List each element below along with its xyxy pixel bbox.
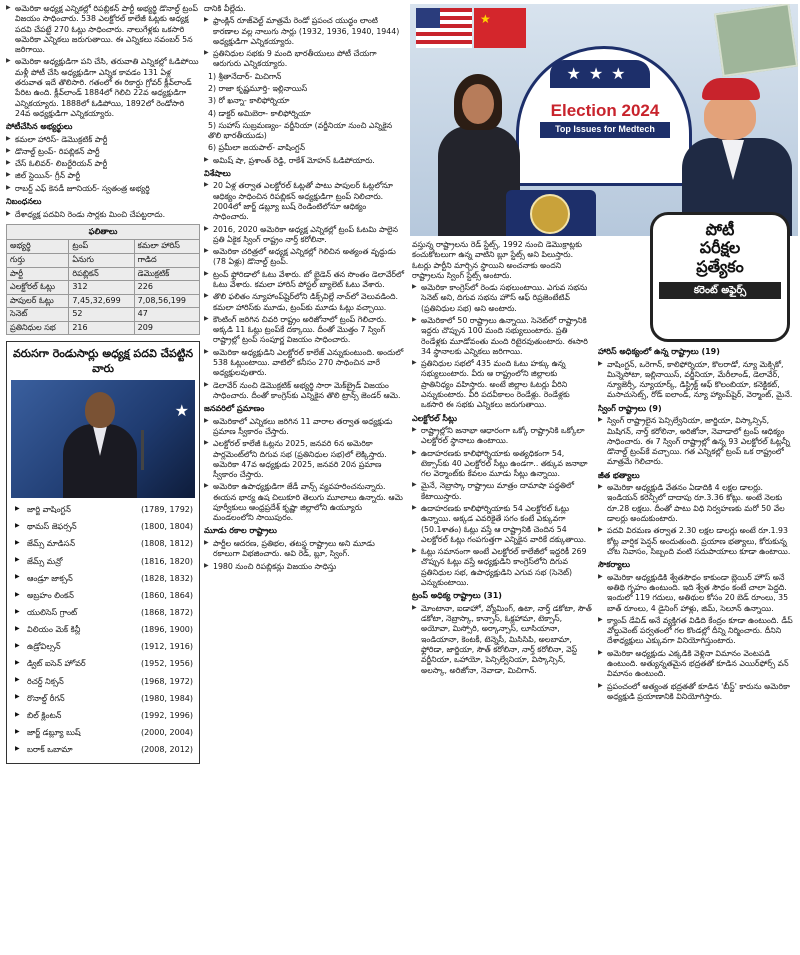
star-icon: ★★★ (550, 60, 650, 88)
badge-line-1: పోటీ (705, 220, 735, 239)
table-row (7, 321, 200, 335)
president-name: ▶ విలియం మెక్ కిన్లీ (27, 625, 81, 635)
badge-bar: కరెంట్ అఫైర్స్ (659, 282, 781, 299)
list-item (7, 553, 199, 570)
special-item: ▶ డెలావేర్ నుంచి డెమొక్రటిక్ అభ్యర్థి సారా మెక్‌బ్రైడ్ విజయం సాధించారు. దీంతో కాంగ్రెస్‌కు ఎన్నికైన తొలి ట్రాన్స్ జెండర్ ఆమె. (204, 381, 404, 402)
swing-states-text: ▶ స్వింగ్ రాష్ట్రాలైన పెన్సిల్వేనియా, జార్జియా, విస్కాన్సిన్, మిషిగన్, నార్త్ కరోలినా, అరిజోనా, నెవాడాలో ట్రంప్ ఆధిక్యం సాధించారు. ఈ 7 స్వింగ్ రాష్ట్రాల్లో ఉన్న 93 ఎలక్టోరల్ ఓట్లన్నీ డొనాల్డ్ ట్రంప్‌కే వచ్చాయి. గత ఎన్నికల్లో ట్రంప్ ఒక రాష్ట్రంలో మాత్రమే గెలిచారు. (598, 416, 794, 467)
column-1 (6, 4, 200, 764)
special-item: ▶ తొలి ఫలితం న్యూహాంప్‌షైర్‌లోని డిక్స్‌విల్లే నాచ్‌లో వెలువడింది. కమలా హారిస్‌కు మూడు, ట్రంప్‌కు మూడు ఓట్లు వచ్చాయి. (204, 292, 404, 313)
list-item (7, 708, 199, 725)
table-cell: సెనెట్ (7, 308, 69, 322)
president-name: ▶ థామస్ జెఫర్సన్ (27, 522, 77, 532)
state-types-item: ▶ 1980 నుంచి రిపబ్లికన్లు విజయం సాధిస్తు (204, 562, 404, 572)
seats-item: ▶ రాష్ట్రాల్లోని జనాభా ఆధారంగా ఒక్కో రాష్ట్రానికి ఒక్కోలా ఎలక్టోరల్ స్థానాలు ఉంటాయి. (412, 426, 592, 447)
harris-states-list: ▶ వాషింగ్టన్, ఒరెగాన్, కాలిఫోర్నియా, కొలరాడో, న్యూ మెక్సికో, మిన్నెసోటా, ఇల్లినాయిస్, వర్జీనియా, మేరీలాండ్, డెలావేర్, న్యూజెర్సీ, న్యూయార్క్, డిస్ట్రిక్ట్ ఆఫ్ కొలంబియా, కనెక్టికట్, మసాచుసెట్స్, రోడ్ ఐలాండ్, న్యూ హ్యాంప్‌షైర్, వెర్మాంట్, మైనే. (598, 360, 794, 401)
table-cell: పాపులర్ ఓట్లు (7, 294, 69, 308)
president-terms: (2008, 2012) (140, 745, 193, 755)
intro-paragraph-1: ▶ అమెరికా అధ్యక్ష ఎన్నికల్లో రిపబ్లికన్ పార్టీ అభ్యర్థి డొనాల్డ్ ట్రంప్ విజయం సాధించారు. 538 ఎలక్టోరల్ కాలేజీ ఓట్లకు అధ్యక్ష పదవి చేపట్టే 270 ఓట్లు సాధించారు. నాలుగేళ్లకు ఒకసారి అమెరికా ఎన్నికలు జరుగుతాయి. ఈ ఎన్నికలు నవంబర్ 5న జరిగాయి. (6, 4, 200, 55)
table-cell: 7,08,56,199 (134, 294, 199, 308)
special-item: ▶ అమెరికా చరిత్రలో అధ్యక్ష ఎన్నికల్లో గెలిచిన అత్యంత వృద్ధుడు (78 ఏళ్లు) డొనాల్డ్ ట్రంప్. (204, 247, 404, 268)
list-item (7, 656, 199, 673)
facilities-item: ▶ క్యాంప్ డేవిడ్ అనే వ్యక్తిగత విడిది కేంద్రం కూడా ఉంటుంది. డీప్ వోల్డువెంట్ పర్వతంలో గల కొండల్లో దీన్ని నిర్మించారు. దీనిని దేశాధ్యక్షులు ఎక్కువగా వినియోగిస్తుంటారు. (598, 616, 794, 647)
presidential-seal-icon (530, 194, 570, 234)
table-cell: కమలా హారిస్ (134, 240, 199, 254)
table-row (7, 267, 200, 281)
president-name: ▶ జార్జి వాషింగ్టన్ (27, 505, 71, 515)
table-cell: 209 (134, 321, 199, 335)
table-cell: 7,45,32,699 (69, 294, 134, 308)
list-item (7, 519, 199, 536)
list-item (7, 725, 199, 742)
election-hero-image (410, 4, 798, 236)
contestants-heading: పోటీచేసిన అభ్యర్థులు (6, 122, 73, 132)
special-item: ▶ ట్రంప్ ఫ్లోరిడాలో ఓటు వేశారు. బో బైడెన్ తన సొంతం డెలావేర్‌లో ఓటు వేశారు. కమలా హారిస్ పోస్టల్ బ్యాలెట్ ఓటు వేశారు. (204, 270, 404, 291)
column-4 (598, 344, 794, 704)
badge-line-3: ప్రత్యేకం (696, 256, 744, 276)
president-name: ▶ రొనాల్డ్ రీగన్ (27, 693, 65, 703)
president-name: ▶ జేమ్స్ మాడిసన్ (27, 539, 75, 549)
president-name: ▶ డ్విట్ ఐసెన్ హోవర్ (27, 659, 86, 669)
president-terms: (1912, 1916) (140, 642, 193, 652)
president-name: ▶ బిల్ క్లింటన్ (27, 710, 62, 720)
star-icon: ★ (174, 400, 189, 420)
special-item: ▶ కౌంటింగ్ జరిగిన చివరి రాష్ట్రం అరిజోనాలో ట్రంప్ గెలిచారు. అక్కడి 11 ఓట్లు ట్రంప్‌కే దక్కాయి. దీంతో మొత్తం 7 స్వింగ్ రాష్ట్రాల్లో ట్రంప్ సంపూర్ణ విజయం సాధించారు. (204, 315, 404, 346)
us-flag-icon (416, 8, 472, 48)
contestant-item: ▶ డొనాల్డ్ ట్రంప్- రిపబ్లికన్ పార్టీ (6, 147, 200, 157)
condition-item: ▶ దేశాధ్యక్ష పదవిని రెండు సార్లకు మించి చేపట్టరాదు. (6, 210, 200, 220)
list-item (7, 673, 199, 690)
column-3 (412, 240, 592, 678)
list-item (7, 536, 199, 553)
facilities-item: ▶ అమెరికా అధ్యక్షుడు ఎక్కడికి వెళ్లినా విమానం వెంటపడి ఉంటుంది. అత్యున్నతమైన భద్రతతో కూడిన ఎయిర్‌ఫోర్స్ వన్ విమానం ఉంటుంది. (598, 649, 794, 680)
president-name: ▶ జేమ్స్ మన్రో (27, 556, 63, 566)
president-terms: (1868, 1872) (140, 607, 193, 617)
president-name: ▶ బరాక్ ఒబామా (27, 745, 73, 755)
president-name: ▶ జార్జ్ డబ్ల్యూ బుష్ (27, 727, 81, 737)
paragraph: ▶ అమిష్ షా, ప్రశాంత్ రెడ్డి, రాకేశ్ మోహన్ ఓడిపోయారు. (204, 156, 404, 166)
president-terms: (1828, 1832) (140, 573, 193, 583)
salary-heading: జీత భత్యాలు (598, 470, 640, 480)
results-table (6, 224, 200, 335)
indian-item: 1) శ్రీ‌తానేదార్- మిచిగాన్ (208, 71, 282, 81)
oath-heading: జనవరిలో ప్రమాణం (204, 404, 265, 414)
table-cell: ప్రతినిధుల సభ (7, 321, 69, 335)
table-cell: 216 (69, 321, 134, 335)
column-2 (204, 4, 404, 574)
president-name: ▶ ఉడ్రోవిల్సన్ (27, 642, 61, 652)
president-terms: (2000, 2004) (140, 727, 193, 737)
conditions-heading: నిబంధనలు (6, 197, 42, 207)
facilities-item: ▶ అమెరికా అధ్యక్షుడికి శ్వేతసౌధం కాకుండా బ్లెయిర్ హౌస్ అనే అతిథి గృహం ఉంటుంది. ఇది శ్వేత సౌధం కంటే చాలా పెద్దది. ఇందులో 119 గదులు, అతిథుల కోసం 20 బెడ్ రూంలు, 35 బాత్ రూంలు, 4 డైనింగ్ హాళ్లు, జిమ్, సెలూన్ ఉన్నాయి. (598, 573, 794, 614)
state-types-item: ▶ పార్టీల ఆదరణ, ప్రతిభల, తటస్థ రాష్ట్రాలు అని మూడు రకాలుగా విభజించారు. అవి రెడ్, బ్లూ, స్వింగ్. (204, 539, 404, 560)
intro-paragraph-2: ▶ అమెరికా అధ్యక్షుడిగా పని చేసి, తరువాతి ఎన్నికల్లో ఓడిపోయి మళ్లీ పోటీ చేసి అధ్యక్షుడిగా ఎన్నిక కావడం 131 ఏళ్ల తరువాత ఇదే తొలిసారి. గతంలో ఈ రికార్డు గ్రోవర్ క్లీవ్‌లాండ్ పేరిట ఉంది. క్లీవ్‌లాండ్ 1884లో గెలిచి 22వ అధ్యక్షుడిగా ఎన్నికయ్యారు. 1888లో ఓడిపోయి, 1892లో రెండోసారి 24వ అధ్యక్షుడిగా ఎన్నికయ్యారు. (6, 57, 200, 119)
list-item (7, 639, 199, 656)
salary-item: ▶ అమెరికా అధ్యక్షుడి వేతనం ఏడాదికి 4 లక్షల డాలర్లు. ఇండియన్ కరెన్సీలో దాదాపు రూ.3.36 కోట్లు. అంటే నెలకు రూ.28 లక్షలు. దీంతో పాటు విధి నిర్వహణకు మరో 50 వేల డాలర్లు అందుకుంటారు. (598, 483, 794, 524)
twice-presidents-box (6, 341, 200, 764)
president-terms: (1816, 1820) (140, 556, 193, 566)
paragraph: వస్తున్న రాష్ట్రాలను రెడ్ స్టేట్స్, 1992 నుంచి డెమొక్రాట్లకు కంచుకోటలుగా ఉన్న వాటిని బ్లూ స్టేట్స్ అని పిలుస్తారు. ఓటర్లు పార్టీని మార్చిన స్థాయిని అంచనాకు అందని రాష్ట్రాలను స్వింగ్ స్టేట్స్ అంటారు. (412, 240, 582, 280)
seats-item: ▶ ఓట్లు సమానంగా అంటే ఎలక్టోరల్ కాలేజీలో ఇద్దరికీ 269 చొప్పున ఓట్లు వస్తే అధ్యక్షుడిని కాంగ్రెస్‌లోని దిగువ ప్రతినిధుల సభ, ఉపాధ్యక్షుడిని ఎగువ సభ (సెనెట్) ఎన్నుకుంటాయి. (412, 547, 592, 588)
table-cell: గుర్తు (7, 253, 69, 267)
president-name: ▶ ఆండ్రూ జాక్సన్ (27, 573, 73, 583)
special-item: ▶ 2016, 2020 అమెరికా అధ్యక్ష ఎన్నికల్లో ట్రంప్ ఓటమి పాలైన ప్రతి ఏకైక స్వింగ్ రాష్ట్రం నార్త్ కరోలినా. (204, 225, 404, 246)
twice-presidents-title: వరుసగా రెండుసార్లు అధ్యక్ష పదవి చేపట్టిన వారు (12, 347, 194, 375)
table-cell: అభ్యర్థి (7, 240, 69, 254)
list-item (7, 605, 199, 622)
table-cell: పార్టీ (7, 267, 69, 281)
state-types-heading: మూడు రకాల రాష్ట్రాలు (204, 526, 277, 536)
list-item (7, 588, 199, 605)
congress-item: ▶ అమెరికా కాంగ్రెస్‌లో రెండు సభలుంటాయి. ఎగువ సభను సెనెట్ అని, దిగువ సభను హౌస్ ఆఫ్ రిప్రజెంటేటివ్ (ప్రతినిధుల సభ) అని అంటారు. (412, 283, 592, 314)
paragraph: ▶ ఫ్రాంక్లిన్ రూజ్‌వెల్ట్ మాత్రమే రెండో ప్రపంచ యుద్ధం లాంటి కారణాల వల్ల నాలుగు సార్లు (1932, 1936, 1940, 1944) అధ్యక్షుడిగా ఎన్నికయ్యారు. (204, 16, 404, 47)
swing-states-heading: స్వింగ్ రాష్ట్రాలు (9) (598, 403, 662, 413)
table-row (7, 253, 200, 267)
president-terms: (1789, 1792) (140, 505, 193, 515)
table-cell: 226 (134, 281, 199, 295)
facilities-item: ▶ ప్రపంచంలో అత్యంత భద్రతతో కూడిన 'బీస్ట్' కారును అమెరికా అధ్యక్షుడి ప్రయాణానికి వినియోగిస్తారు. (598, 682, 794, 703)
table-row (7, 240, 200, 254)
china-flag-icon: ★ (474, 8, 526, 48)
paragraph: ▶ ప్రతినిధుల సభకు 9 మంది భారతీయులు పోటీ చేయగా ఆరుగురు ఎన్నికయ్యారు. (204, 49, 404, 70)
harris-states-heading: హారిస్ అధిక్యంలో ఉన్న రాష్ట్రాలు (19) (598, 347, 720, 356)
contestant-item: ▶ రాబర్ట్ ఎఫ్ కెనడీ జూనియర్- స్వతంత్ర అభ్యర్థి (6, 184, 200, 194)
president-terms: (1800, 1804) (140, 522, 193, 532)
list-item (7, 622, 199, 639)
table-cell: 312 (69, 281, 134, 295)
list-item (7, 502, 199, 519)
facilities-heading: సౌకర్యాలు (598, 560, 630, 570)
president-terms: (1860, 1864) (140, 590, 193, 600)
badge-line-2: పరీక్షల (699, 238, 741, 258)
seats-heading: ఎలక్టోరల్ సీట్లు (412, 413, 457, 423)
obama-photo (11, 380, 195, 498)
indian-item: 3) రో ఖన్నా- కాలిఫోర్నియా (208, 96, 290, 106)
list-item (7, 570, 199, 587)
presidents-list (7, 502, 199, 759)
president-terms: (1808, 1812) (140, 539, 193, 549)
table-cell: ఏనుగు (69, 253, 134, 267)
special-item: ▶ అమెరికా అధ్యక్షుడిని ఎలక్టోరల్ కాలేజ్ ఎన్నుకుంటుంది. అందులో 538 ఓట్లుంటాయి. వాటిలో కనీసం 270 సాధించిన వారే అధ్యక్షులవుతారు. (204, 348, 404, 379)
seats-item: ▶ ఉదాహరణకు కాలిఫోర్నియాకు అత్యధికంగా 54, టెక్సాస్‌కు 40 ఎలక్టోరల్ సీట్లు ఉండగా.. తక్కువ జనాభా గల వెర్మాంట్‌కు కేవలం మూడు సీట్లు ఉన్నాయి. (412, 449, 592, 480)
table-cell: రిపబ్లికన్ (69, 267, 134, 281)
table-cell: ట్రంప్ (69, 240, 134, 254)
election-title: Election 2024 (550, 101, 660, 120)
money-icon (714, 4, 798, 77)
oath-item: ▶ ఎలక్టోరల్ కాలేజీ ఓట్లను 2025, జనవరి 6న అమెరికా పార్లమెంట్‌లోని దిగువ సభ (ప్రతినిధుల సభ)లో లెక్కిస్తారు. అమెరికా 47వ అధ్యక్షుడు 2025, జనవరి 20న ప్రమాణ స్వీకారం చేస్తారు. (204, 439, 404, 480)
current-affairs-badge (650, 212, 790, 342)
special-heading: విశేషాలు (204, 168, 231, 178)
list-item (7, 690, 199, 707)
congress-item: ▶ అమెరికాలో 50 రాష్ట్రాలు ఉన్నాయి. సెనెట్‌లో రాష్ట్రానికి ఇద్దరు చొప్పున 100 మంది సభ్యులుంటారు. ప్రతి రెండేళ్లకు మూడోవంతు మంది రిటైరవుతుంటారు. ఈసారి 34 స్థానాలకు ఎన్నికలు జరిగాయి. (412, 316, 592, 357)
table-cell: 47 (134, 308, 199, 322)
contestant-item: ▶ జిల్ స్టెయిన్- గ్రీన్ పార్టీ (6, 171, 200, 181)
trump-states-list: ▶ మోంటానా, ఐడాహో, వ్యోమింగ్, ఉటా, నార్త్ డకోటా, సౌత్ డకోటా, నెబ్రాస్కా, కాన్సాస్, ఓక్లహామా, టెక్సాస్, అయోవా, మిస్సోరి, అర్కాన్సాస్, లూసియానా, ఇండియానా, కెంటకీ, టెన్నెసీ, మిసిసిపి, అలబామా, ఫ్లోరిడా, జార్జియా, సౌత్ కరోలినా, నార్త్ కరోలినా, వెస్ట్ వర్జీనియా, ఒహాయో, పెన్సిల్వేనియా, విస్కాన్సిన్, అలస్కా, అరిజోనా, నెవాడా, మిచిగాన్. (412, 604, 592, 676)
election-subtitle: Top Issues for Medtech (540, 122, 670, 138)
contestant-item: ▶ కమలా హారిస్- డెమొక్రటిక్ పార్టీ (6, 135, 200, 145)
indian-item: 4) డాక్టర్ అమిబెరా- కాలిఫోర్నియా (208, 108, 311, 118)
table-cell: ఎలక్టోరల్ ఓట్లు (7, 281, 69, 295)
list-item (7, 742, 199, 759)
seats-item: ▶ మైనే, నెబ్రాస్కా రాష్ట్రాలు మాత్రం దామాషా పద్ధతిలో కేటాయిస్తారు. (412, 481, 592, 502)
table-row (7, 294, 200, 308)
oath-item: ▶ అమెరికాలో ఎన్నికలు జరిగిన 11 వారాల తర్వాత అధ్యక్షుడు ప్రమాణ స్వీకారం చేస్తారు. (204, 417, 404, 438)
table-row (7, 281, 200, 295)
table-cell: గాడిద (134, 253, 199, 267)
results-caption: ఫలితాలు (6, 224, 200, 240)
table-row (7, 308, 200, 322)
salary-item: ▶ పదవి విరమణ తర్వాత 2.30 లక్షల డాలర్లు అంటే రూ.1.93 కోట్ల వార్షిక పెన్షన్ అందుతుంది. ప్రయాణ భత్యాలు, కోరుకున్న చోట నివాసం, సిబ్బంది వంటి సదుపాయాలు కూడా ఉంటాయి. (598, 526, 794, 557)
president-terms: (1980, 1984) (140, 693, 193, 703)
oath-item: ▶ అమెరికా ఉపాధ్యక్షుడిగా జేడీ వాన్స్ వ్యవహరించనున్నారు. ఈయన భార్య ఉష చిలుకూరి తెలుగు మూలాలు ఉన్నారు. ఆమె పూర్వీకులు ఆంధ్రప్రదేశ్ కృష్ణా జిల్లాలోని ఉయ్యూరు మండలంలోని సాయిపురం. (204, 482, 404, 523)
indian-item: 5) సుహాస్ సుబ్రమణ్యం- వర్జీనియా (వర్జీనియా నుంచి ఎన్నికైన తొలి భారతీయుడు) (208, 120, 393, 141)
special-item: ▶ 20 ఏళ్ల తర్వాత ఎలక్టోరల్ ఓట్లతో పాటు పాపులర్ ఓట్లలోనూ ఆధిక్యం సాధించిన రిపబ్లికన్ అధ్యక్షుడిగా ట్రంప్ నిలిచారు. 2004లో జార్జ్ డబ్ల్యూ బుష్ రెండింటిలోనూ ఆధిక్యం సాధించారు. (204, 181, 404, 222)
seats-item: ▶ ఉదాహరణకు కాలిఫోర్నియాకు 54 ఎలక్టోరల్ ఓట్లు ఉన్నాయి. అక్కడ ఎవరికైతే సగం కంటే ఎక్కువగా (50.1శాతం) ఓట్లు వస్తే ఆ రాష్ట్రానికి చెందిన 54 ఎలక్టోరల్ ఓట్లు గంపగుత్తగా ఎన్నికైన వారికే దక్కుతాయి. (412, 504, 592, 545)
indian-item: 6) ప్రమీలా జయపాల్- వాషింగ్టన్ (208, 143, 305, 153)
trump-states-heading: ట్రంప్ అధిక్య రాష్ట్రాలు (31) (412, 591, 502, 601)
president-name: ▶ అబ్రహం లింకన్ (27, 590, 74, 600)
president-name: ▶ యులిసెస్ గ్రాంట్ (27, 607, 78, 617)
contestant-item: ▶ చేస్ ఓలివర్- లిబర్టేరియన్ పార్టీ (6, 159, 200, 169)
paragraph: దానికి వీల్లేదు. (204, 4, 246, 13)
president-terms: (1896, 1900) (140, 625, 193, 635)
president-terms: (1952, 1956) (140, 659, 193, 669)
president-terms: (1992, 1996) (140, 710, 193, 720)
president-terms: (1968, 1972) (140, 676, 193, 686)
indian-item: 2) రాజా కృష్ణమూర్తి- ఇల్లినాయిస్ (208, 83, 308, 93)
congress-item: ▶ ప్రతినిధుల సభలో 435 మంది ఓటు హక్కు ఉన్న సభ్యులుంటారు. వీరు ఆ రాష్ట్రంలోని జిల్లాలకు ప్రాతినిధ్యం వహిస్తారు. అంటే జిల్లాల ఓటర్లు వీరిని ఎన్నుకుంటారు. వీరి పదవీకాలం రెండేళ్లు. రెండేళ్లకు ఒకసారి ఈ సభకు ఎన్నికలు జరుగుతాయి. (412, 359, 592, 410)
table-cell: డెమొక్రటిక్ (134, 267, 199, 281)
table-cell: 52 (69, 308, 134, 322)
president-name: ▶ రిచర్డ్ నిక్సన్ (27, 676, 64, 686)
